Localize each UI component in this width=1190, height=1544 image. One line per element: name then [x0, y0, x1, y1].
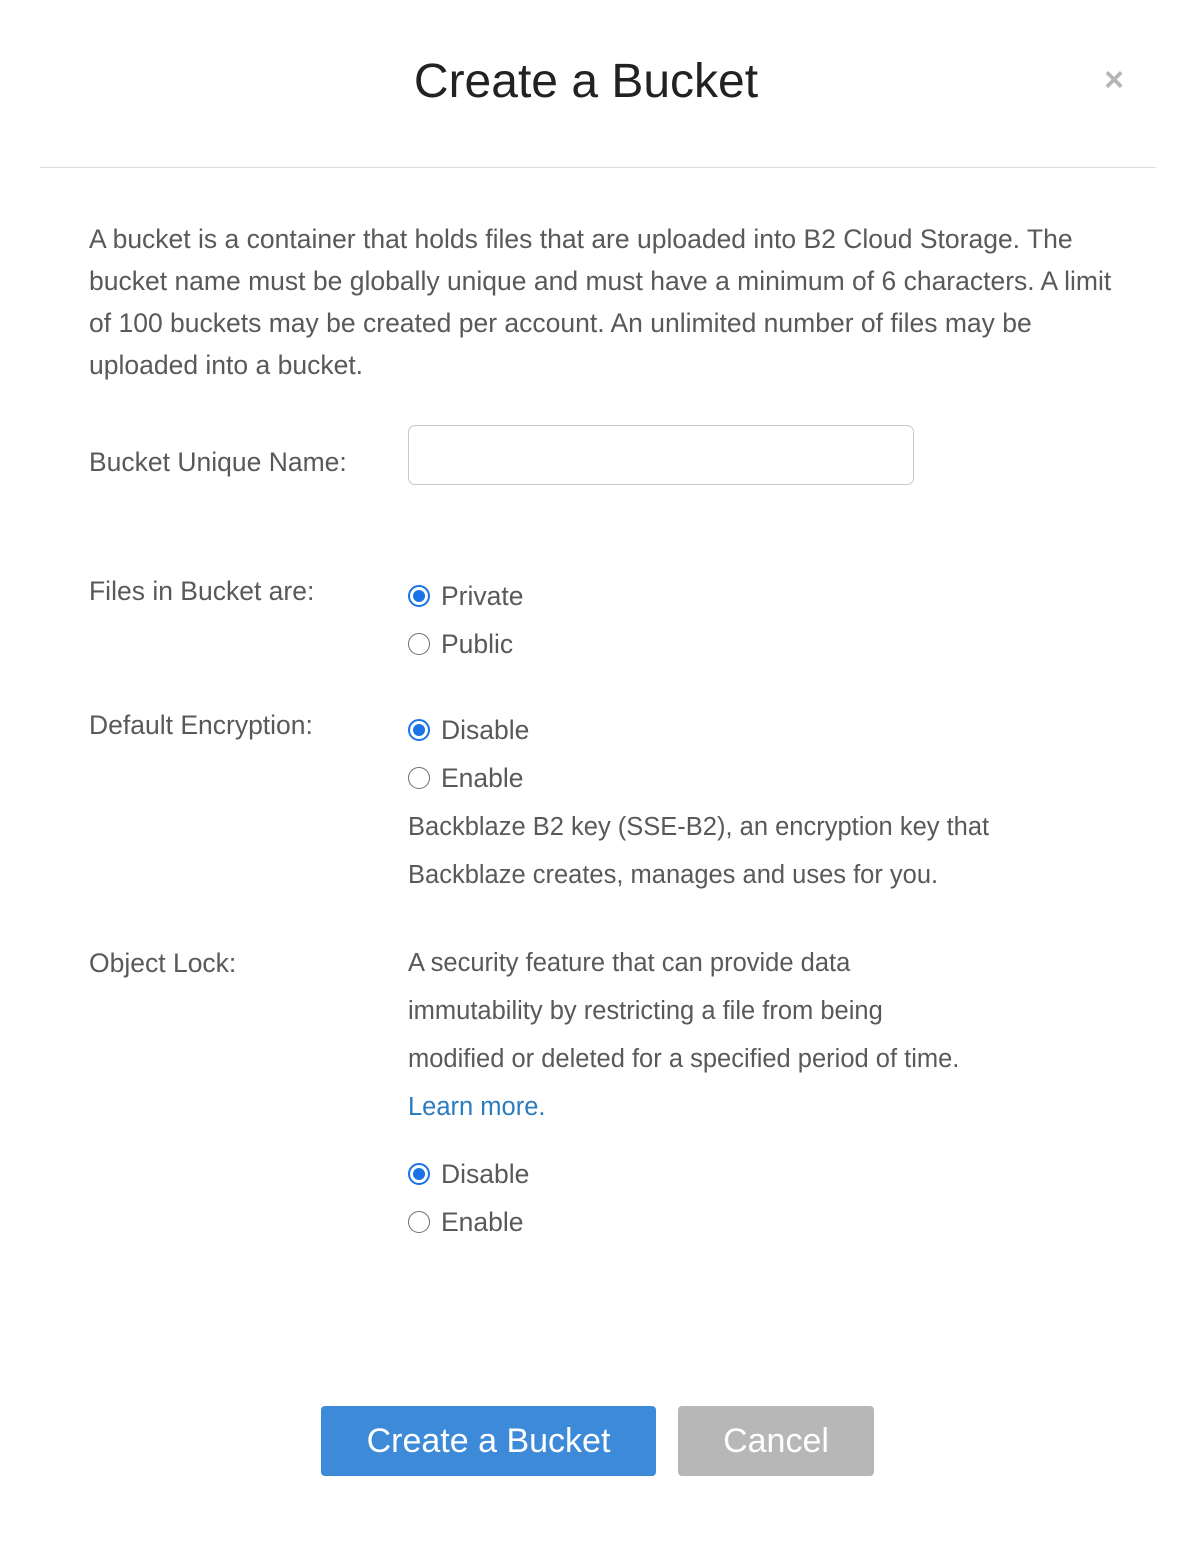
default-encryption-label: Default Encryption: [89, 710, 313, 740]
bucket-name-input[interactable] [408, 425, 914, 485]
object-lock-description-text: A security feature that can provide data immutability by restricting a file from being modified or deleted for a specified period of time. [408, 949, 960, 1073]
radio-encryption-enable-indicator[interactable] [408, 767, 430, 789]
radio-private-label: Private [441, 581, 524, 611]
header-divider [40, 167, 1156, 168]
create-bucket-button[interactable]: Create a Bucket [321, 1406, 656, 1476]
radio-lock-enable[interactable] [408, 1204, 524, 1240]
radio-lock-disable-label: Disable [441, 1159, 530, 1189]
radio-encryption-disable-indicator[interactable] [408, 719, 430, 741]
encryption-description: Backblaze B2 key (SSE-B2), an encryption key that Backblaze creates, manages and uses for you. [408, 813, 990, 889]
radio-lock-disable-indicator[interactable] [408, 1163, 430, 1185]
radio-private-indicator[interactable] [408, 585, 430, 607]
radio-encryption-disable-label: Disable [441, 715, 530, 745]
radio-public[interactable] [408, 626, 513, 662]
radio-public-label: Public [441, 629, 514, 659]
learn-more-link[interactable]: Learn more. [408, 1093, 546, 1121]
radio-encryption-enable[interactable] [408, 760, 524, 796]
close-icon[interactable]: × [1104, 61, 1124, 99]
radio-lock-enable-indicator[interactable] [408, 1211, 430, 1233]
radio-public-indicator[interactable] [408, 633, 430, 655]
bucket-name-label: Bucket Unique Name: [89, 447, 347, 477]
radio-encryption-enable-label: Enable [441, 763, 524, 793]
files-privacy-label: Files in Bucket are: [89, 576, 315, 606]
dialog-header [0, 0, 1190, 168]
object-lock-label: Object Lock: [89, 948, 237, 978]
intro-text: A bucket is a container that holds files that are uploaded into B2 Cloud Storage. The bucket name must be globally unique and must have a minimum of 6 characters. A limit of 100 buckets may be created per account. An unlimited number of files may be uploaded into a bucket. [89, 224, 1112, 380]
radio-encryption-disable[interactable] [408, 712, 529, 748]
dialog-title: Create a Bucket [413, 55, 759, 108]
cancel-button[interactable]: Cancel [678, 1406, 874, 1476]
radio-private[interactable] [408, 578, 523, 614]
object-lock-description [408, 939, 968, 1131]
radio-lock-enable-label: Enable [441, 1207, 524, 1237]
radio-lock-disable[interactable] [408, 1156, 529, 1192]
